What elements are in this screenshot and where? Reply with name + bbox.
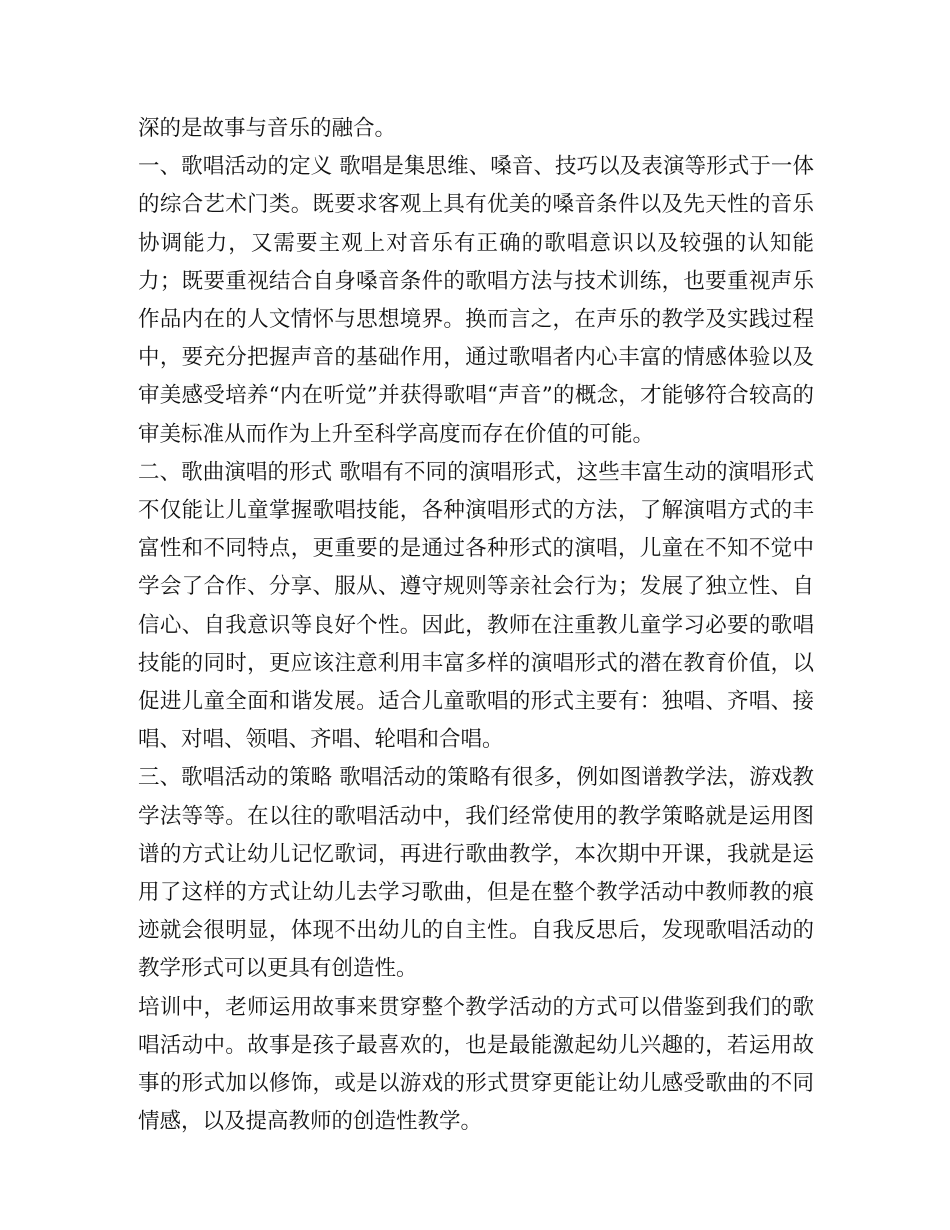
paragraph-training-reflection: 培训中，老师运用故事来贯穿整个教学活动的方式可以借鉴到我们的歌唱活动中。故事是孩子最喜欢的，也是最能激起幼儿兴趣的，若运用故事的形式加以修饰，或是以游戏的形式贯穿更能让幼儿感受歌曲的不同情感，以及提高教师的创造性教学。 [138,994,814,1135]
paragraph-section-3-strategies: 三、歌唱活动的策略 歌唱活动的策略有很多，例如图谱教学法，游戏教学法等等。在以往的歌唱活动中，我们经常使用的教学策略就是运用图谱的方式让幼儿记忆歌词，再进行歌曲教学，本次期中开课，我就是运用了这样的方式让幼儿去学习歌曲，但是在整个教学活动中教师教的痕迹就会很明显，体现不出幼儿的自主性。自我反思后，发现歌唱活动的教学形式可以更具有创造性。 [138,765,814,982]
paragraph-section-2-forms: 二、歌曲演唱的形式 歌唱有不同的演唱形式，这些丰富生动的演唱形式不仅能让儿童掌握歌唱技能，各种演唱形式的方法，了解演唱方式的丰富性和不同特点，更重要的是通过各种形式的演唱，儿童在不知不觉中学会了合作、分享、服从、遵守规则等亲社会行为；发展了独立性、自信心、自我意识等良好个性。因此，教师在注重教儿童学习必要的歌唱技能的同时，更应该注意利用丰富多样的演唱形式的潜在教育价值，以促进儿童全面和谐发展。适合儿童歌唱的形式主要有：独唱、齐唱、接唱、对唱、领唱、齐唱、轮唱和合唱。 [138,459,814,753]
paragraph-section-1-definition: 一、歌唱活动的定义 歌唱是集思维、嗓音、技巧以及表演等形式于一体的综合艺术门类。既要求客观上具有优美的嗓音条件以及先天性的音乐协调能力，又需要主观上对音乐有正确的歌唱意识以及较强的认知能力；既要重视结合自身嗓音条件的歌唱方法与技术训练，也要重视声乐作品内在的人文情怀与思想境界。换而言之，在声乐的教学及实践过程中，要充分把握声音的基础作用，通过歌唱者内心丰富的情感体验以及审美感受培养“内在听觉”并获得歌唱“声音”的概念，才能够符合较高的审美标准从而作为上升至科学高度而存在价值的可能。 [138,154,814,447]
paragraph-intro-continuation: 深的是故事与音乐的融合。 [138,116,397,141]
document-body [138,110,814,1141]
